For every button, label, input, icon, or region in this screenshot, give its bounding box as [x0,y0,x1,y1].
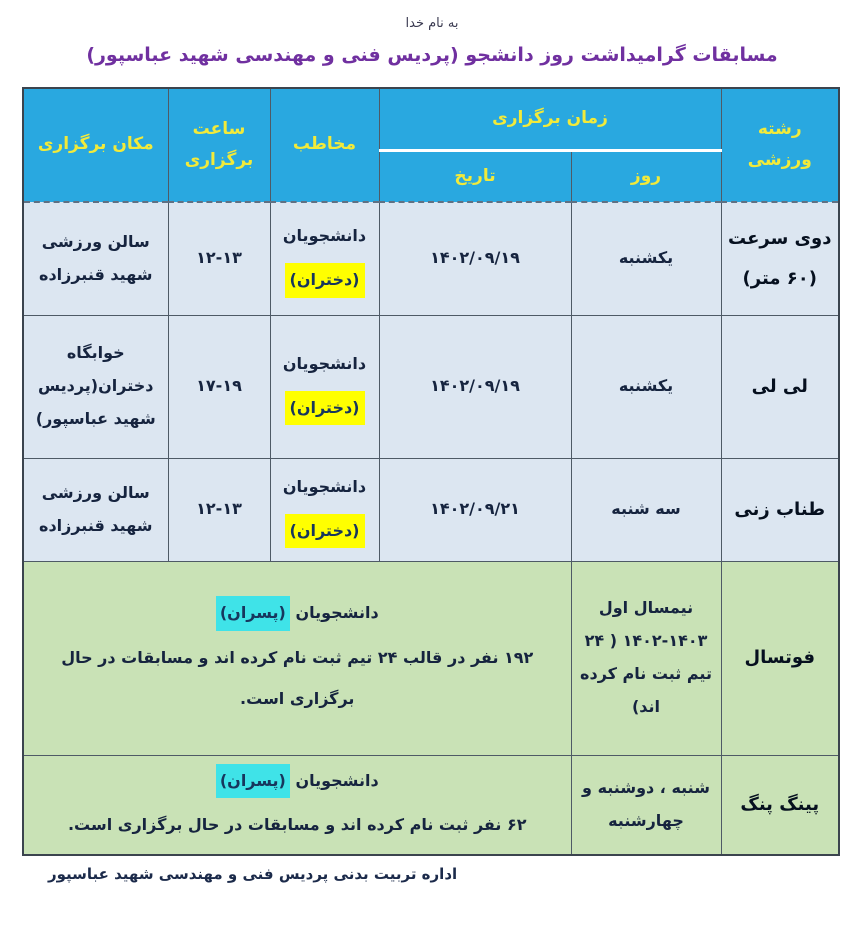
header-day: روز [571,150,721,202]
table-row-rope [23,458,839,561]
highlight-girls: (دختران) [285,391,365,426]
cell-futsal-info [23,561,571,755]
cell-date: ۱۴۰۲/۰۹/۱۹ [379,315,571,458]
cell-schedule: نیمسال اول ۱۴۰۳-۱۴۰۲ ( ۲۴ تیم ثبت نام کرده اند) [571,561,721,755]
cell-date: ۱۴۰۲/۰۹/۱۹ [379,202,571,315]
cell-pingpong-info [23,755,571,855]
table-row-pingpong [23,755,839,855]
audience-label: دانشجویان [295,603,379,622]
cell-day: سه شنبه [571,458,721,561]
cell-sport: لی لی [721,315,839,458]
cell-audience [270,315,379,458]
cell-day: یکشنبه [571,315,721,458]
header-sport: رشته ورزشی [721,88,839,202]
audience-label: دانشجویان [282,353,367,373]
table-row-sprint [23,202,839,315]
header-location: مکان برگزاری [23,88,168,202]
bismillah-text: به نام خدا [405,16,459,31]
header-date: تاریخ [379,150,571,202]
competitions-table [22,87,840,856]
cell-sport: دوی سرعت (۶۰ متر) [721,202,839,315]
audience-label: دانشجویان [282,476,367,496]
registration-details: ۱۹۲ نفر در قالب ۲۴ تیم ثبت نام کرده اند و مسابقات در حال برگزاری است. [61,647,534,709]
header-hour: ساعت برگزاری [168,88,270,202]
highlight-boys: (پسران) [216,596,290,631]
cell-location: خوابگاه دختران(پردیس شهید عباسپور) [23,315,168,458]
cell-audience [270,458,379,561]
audience-label: دانشجویان [282,225,367,245]
cell-sport: پینگ پنگ [721,755,839,855]
highlight-girls: (دختران) [285,263,365,298]
page-title: مسابقات گرامیداشت روز دانشجو (پردیس فنی و مهندسی شهید عباسپور) [86,44,778,66]
table-row-futsal [23,561,839,755]
cell-location: سالن ورزشی شهید قنبرزاده [23,458,168,561]
audience-label: دانشجویان [295,770,379,790]
cell-sport: طناب زنی [721,458,839,561]
cell-hour: ۱۲-۱۳ [168,458,270,561]
cell-sport: فوتسال [721,561,839,755]
highlight-girls: (دختران) [285,514,365,549]
header-audience: مخاطب [270,88,379,202]
cell-schedule: شنبه ، دوشنبه و چهارشنبه [571,755,721,855]
cell-hour: ۱۷-۱۹ [168,315,270,458]
table-row-leyley [23,315,839,458]
cell-day: یکشنبه [571,202,721,315]
highlight-boys: (پسران) [216,764,290,799]
cell-date: ۱۴۰۲/۰۹/۲۱ [379,458,571,561]
cell-audience [270,202,379,315]
registration-details: ۶۲ نفر ثبت نام کرده اند و مسابقات در حال برگزاری است. [67,815,527,835]
cell-hour: ۱۲-۱۳ [168,202,270,315]
header-time-group: زمان برگزاری [379,88,721,150]
competitions-table-wrap [24,87,840,856]
cell-location: سالن ورزشی شهید قنبرزاده [23,202,168,315]
footer-credit: اداره تربیت بدنی پردیس فنی و مهندسی شهید عباسپور [48,864,458,883]
